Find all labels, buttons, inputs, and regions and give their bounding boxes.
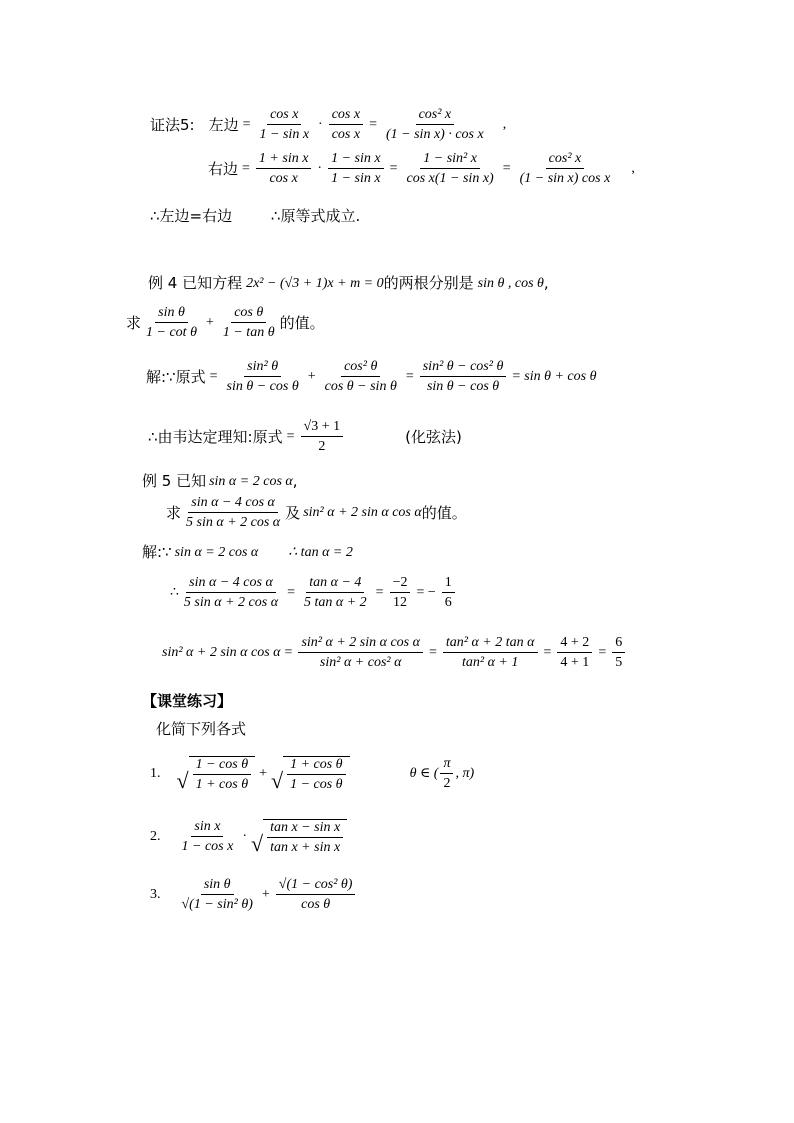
solution-result: sin θ + cos θ xyxy=(524,369,597,384)
fraction: $\frac{6}{5}$ xyxy=(612,636,625,670)
solution-label: 解:∵原式 xyxy=(146,367,206,386)
line2-lhs: sin² α + 2 sin α cos α xyxy=(162,645,281,660)
fraction: $\frac{\text{sin θ}}{\text{1 − cot θ}}$ xyxy=(146,305,197,340)
method-note: (化弦法) xyxy=(405,427,462,446)
solution-given: sin α = 2 cos α xyxy=(174,544,259,560)
fraction: $\frac{-2}{12}$ xyxy=(390,576,411,610)
fraction: $\frac{\text{cos θ}}{\text{1 − tan θ}}$ xyxy=(222,305,275,340)
square-root: √ $\frac{\text{tan x − sin x}}{\text{tan x + sin x}}$ xyxy=(251,819,347,855)
item-number: 1. xyxy=(150,766,161,781)
example4-roots: sin θ , cos θ xyxy=(477,275,544,291)
practice-item: 1. √ $\frac{\text{1 − cos θ}}{\text{1 + cos θ}}$ + √ $\frac{\text{1 + cos θ}}{\text{1 − cos θ}}$ θ ∈ ( $\frac{\pi}{2}$ , π) xyxy=(150,756,475,793)
practice-item: 2. $\frac{\text{sin x}}{\text{1 − cos x}}$ · √ $\frac{\text{tan x − sin x}}{\text{tan x + sin x}}$ xyxy=(150,819,347,855)
proof5-right-line: 右边 = $\frac{\text{1 + sin x}}{\text{cos x}}$ · $\frac{\text{1 − sin x}}{\text{1 − sin x}}$ = $\frac{\text{1 − sin² x}}{\text{cos x(1 − sin x)}}$ = $\frac{\text{cos² x}}{\text{(1 − sin x) cos x}}$ , xyxy=(208,151,635,186)
example5-line1: ∴ $\frac{\text{sin α − 4 cos α}}{\text{5 sin α + 2 cos α}}$ = $\frac{\text{tan α − 4}}{\text{5 tan α + 2}}$ = $\frac{-2}{12}$ = − $\frac{1}{6}$ xyxy=(170,576,457,610)
proof5-left-line: 证法5: 左边 = $\frac{\text{cos x}}{\text{1 − sin x}}$ · $\frac{\text{cos x}}{\text{cos x}}$ = $\frac{\text{cos² x}}{\text{(1 − sin x) · cos x}}$ , xyxy=(150,107,507,142)
fraction: $\frac{\text{sin² α + 2 sin α cos α}}{\text{sin² α + cos² α}}$ xyxy=(298,636,423,670)
example4-roots-text: 的两根分别是 xyxy=(383,274,474,292)
and-label: 及 xyxy=(285,503,301,522)
fraction: $\frac{\text{tan α − 4}}{\text{5 tan α + 2}}$ xyxy=(303,575,367,610)
example4-question: 求 $\frac{\text{sin θ}}{\text{1 − cot θ}}$ + $\frac{\text{cos θ}}{\text{1 − tan θ}}$ 的值。 xyxy=(126,305,325,340)
ask-end: 的值。 xyxy=(421,503,467,522)
practice-item: 3. $\frac{\text{sin θ}}{\text{√(1 − sin² θ)}}$ + $\frac{\text{√(1 − cos² θ)}}{\text{cos θ}}$ xyxy=(150,878,357,912)
fraction: $\frac{\text{√(1 − cos² θ)}}{\text{cos θ}}$ xyxy=(276,878,356,912)
example5-q2: sin² α + 2 sin α cos α xyxy=(303,505,422,520)
condition: θ ∈ ( xyxy=(409,766,439,781)
fraction: $\frac{\text{sin² θ − cos² θ}}{\text{sin θ − cos θ}}$ xyxy=(420,360,507,394)
left-side-label: 左边 xyxy=(208,115,239,134)
square-root: √ $\frac{\text{1 + cos θ}}{\text{1 − cos θ}}$ xyxy=(271,756,350,792)
vieta-label: ∴由韦达定理知:原式 xyxy=(148,427,283,446)
ask-label: 求 xyxy=(166,503,182,522)
fraction: $\frac{\text{sin² θ}}{\text{sin θ − cos θ}}$ xyxy=(226,359,299,394)
fraction: $\frac{\text{sin θ}}{\text{√(1 − sin² θ)}}$ xyxy=(181,877,253,912)
fraction: $\frac{\text{cos² θ}}{\text{cos θ − sin θ}}$ xyxy=(324,359,397,394)
fraction: $\frac{\text{1 − sin x}}{\text{1 − sin x}}$ xyxy=(328,152,384,186)
fraction: $\frac{\text{cos x}}{\text{cos x}}$ xyxy=(329,108,363,142)
solution-label: 解:∵ xyxy=(142,543,172,561)
conclusion-a: ∴左边=右边 xyxy=(150,207,233,225)
fraction: $\frac{\text{sin x}}{\text{1 − cos x}}$ xyxy=(181,819,234,854)
fraction: $\frac{\text{tan² α + 2 tan α}}{\text{tan² α + 1}}$ xyxy=(443,636,538,670)
right-side-label: 右边 xyxy=(208,159,239,178)
fraction: $\frac{\text{cos x}}{\text{1 − sin x}}$ xyxy=(259,107,310,142)
fraction: $\frac{\text{cos² x}}{\text{(1 − sin x) cos x}}$ xyxy=(519,151,611,186)
fraction: $\frac{\text{sin α − 4 cos α}}{\text{5 sin α + 2 cos α}}$ xyxy=(183,575,279,610)
proof5-conclusion xyxy=(150,209,360,224)
example5-given: sin α = 2 cos α xyxy=(209,473,293,489)
item-number: 3. xyxy=(150,887,161,902)
fraction: $\frac{\text{1 + sin x}}{\text{cos x}}$ xyxy=(256,152,312,186)
fraction: $\frac{\pi}{2}$ xyxy=(440,757,453,791)
ask-label: 求 xyxy=(126,313,142,332)
therefore-tan: ∴ tan α = 2 xyxy=(288,544,353,560)
example5-statement: 例 5 已知 sin α = 2 cos α , xyxy=(142,472,298,490)
fraction: $\frac{\text{sin α − 4 cos α}}{\text{5 sin α + 2 cos α}}$ xyxy=(186,495,281,530)
square-root: √ $\frac{\text{1 − cos θ}}{\text{1 + cos θ}}$ xyxy=(177,756,256,792)
example4-vieta: ∴由韦达定理知:原式 = $\frac{√3 + 1}{2}$ (化弦法) xyxy=(148,419,462,454)
conclusion-b: ∴原等式成立. xyxy=(270,207,361,225)
practice-subheading: 化简下列各式 xyxy=(156,720,247,738)
condition-end: , π) xyxy=(455,766,475,781)
fraction: $\frac{√3 + 1}{2}$ xyxy=(301,420,344,454)
example4-solution: 解:∵原式 = $\frac{\text{sin² θ}}{\text{sin θ − cos θ}}$ + $\frac{\text{cos² θ}}{\text{cos θ − sin θ}}$ = $\frac{\text{sin² θ − cos² θ}}{\text{sin θ − cos θ}}$ = sin θ + cos θ xyxy=(146,359,597,394)
example5-question xyxy=(166,496,467,530)
practice-heading: 【课堂练习】 xyxy=(142,692,233,710)
example4-equation: 2x² − (√3 + 1)x + m = 0 xyxy=(246,275,384,291)
fraction: $\frac{\text{cos² x}}{\text{(1 − sin x) · cos x}}$ xyxy=(386,107,484,142)
ask-end: 的值。 xyxy=(279,313,325,332)
fraction: $\frac{1}{6}$ xyxy=(442,576,455,610)
example4-intro: 例 4 已知方程 xyxy=(148,274,243,292)
item-number: 2. xyxy=(150,829,161,844)
example5-line2: sin² α + 2 sin α cos α = $\frac{\text{sin² α + 2 sin α cos α}}{\text{sin² α + cos² α}}$ = $\frac{\text{tan² α + 2 tan α}}{\text{tan² α + 1}}$ = $\frac{4 + 2}{4 + 1}$ = $\frac{6}{5}$ xyxy=(162,636,627,670)
example4-statement: 例 4 已知方程 2x² − (√3 + 1)x + m = 0 的两根分别是 sin θ , cos θ , xyxy=(148,274,549,292)
example5-solution-given xyxy=(142,545,353,560)
fraction: $\frac{\text{1 − sin² x}}{\text{cos x(1 − sin x)}}$ xyxy=(406,151,494,186)
example5-intro: 例 5 已知 xyxy=(142,472,207,490)
proof5-label: 证法5: xyxy=(150,115,195,134)
fraction: $\frac{4 + 2}{4 + 1}$ xyxy=(557,636,592,670)
